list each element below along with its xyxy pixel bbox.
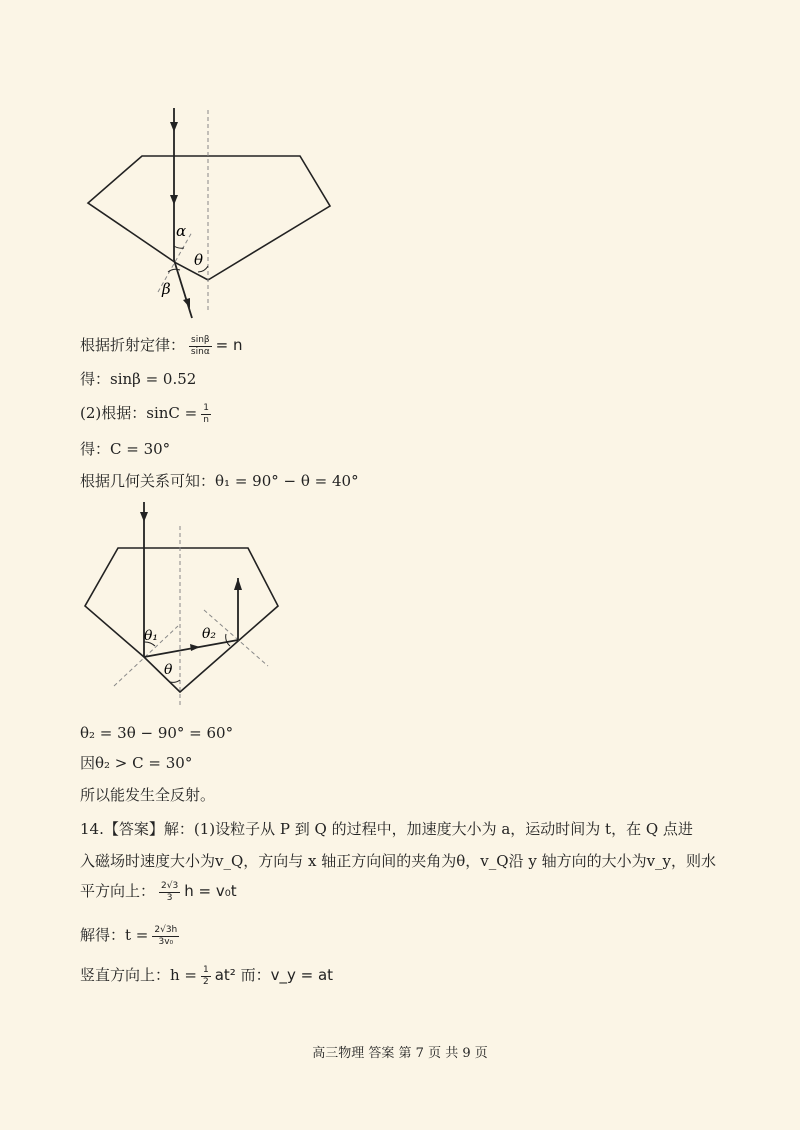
line-sinC: (2)根据：sinC = $\frac{1}{n}$	[80, 402, 209, 425]
line-conclusion: 所以能发生全反射。	[80, 786, 216, 804]
line-refraction-law: 根据折射定律： $\frac{\sin\beta}{\sin\alpha}$ = n	[80, 334, 243, 357]
refraction-diagram	[80, 100, 340, 325]
line-vertical: 竖直方向上：h = $\frac{1}{2}$ at² 而：v_y = at	[80, 964, 334, 987]
angle-arc	[170, 680, 180, 682]
line-theta2: θ₂ = 3θ − 90° = 60°	[80, 724, 234, 742]
beta-label: β	[162, 280, 171, 298]
line-sinbeta: 得：sinβ = 0.52	[80, 370, 197, 388]
theta-label: θ	[164, 662, 173, 678]
line-compare: 因θ₂ > C = 30°	[80, 754, 193, 772]
angle-arc	[174, 246, 184, 248]
angle-arc	[226, 634, 230, 646]
alpha-label: α	[176, 222, 187, 240]
line-q14-start: 14.【答案】解：(1)设粒子从 P 到 Q 的过程中，加速度大小为 a，运动时间为 t，在 Q 点进	[80, 820, 693, 838]
theta1-label: θ₁	[144, 628, 159, 644]
arrowhead	[234, 578, 242, 590]
theta2-label: θ₂	[202, 626, 217, 642]
prism-outline	[85, 548, 278, 692]
prism-outline	[88, 156, 330, 280]
arrowhead	[190, 644, 200, 651]
line-C: 得：C = 30°	[80, 440, 171, 458]
arrowhead	[140, 512, 148, 522]
line-horizontal: 平方向上： $\frac{2√3}{3}$ h = v₀t	[80, 880, 237, 903]
line-q14-cont: 入磁场时速度大小为v_Q，方向与 x 轴正方向间的夹角为θ，v_Q沿 y 轴方向的大小为v_y，则水	[80, 852, 717, 870]
arrowhead	[183, 298, 190, 308]
line-theta1: 根据几何关系可知：θ₁ = 90° − θ = 40°	[80, 472, 359, 490]
theta-label: θ	[194, 251, 204, 269]
line-solve-t: 解得：t = $\frac{2√3h}{\text{3v₀}}$	[80, 924, 178, 947]
arrowhead	[170, 195, 178, 205]
arrowhead	[170, 122, 178, 132]
page-footer: 高三物理 答案 第 7 页 共 9 页	[312, 1046, 488, 1061]
total-reflection-diagram	[80, 498, 285, 708]
